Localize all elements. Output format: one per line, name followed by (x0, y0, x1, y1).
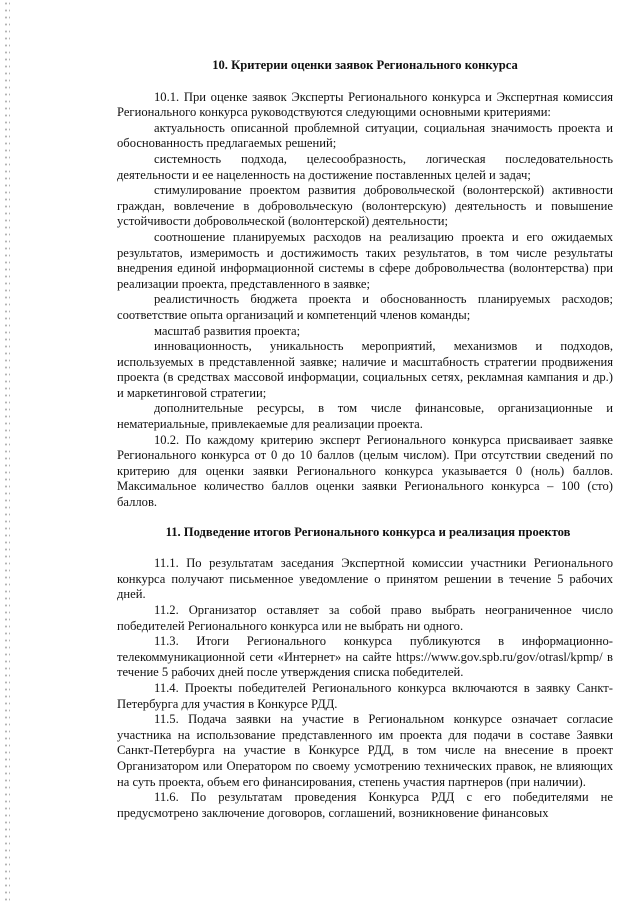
paragraph-11-6: 11.6. По результатам проведения Конкурса РДД с его победителями не предусмотрено заключение договоров, соглашений, возникновение финансовых (117, 790, 613, 820)
criterion-systematic: системность подхода, целесообразность, логическая последовательность деятельности и ее нацеленность на достижение поставленных целей и задач; (117, 151, 613, 182)
paragraph-10-2: 10.2. По каждому критерию эксперт Регионального конкурса присваивает заявке Регионального конкурса от 0 до 10 баллов (целым числом). При отсутствии сведений по критерию для оценки заявки Регионального конкурса указывается 0 (ноль) баллов. Максимальное количество баллов оценки заявки Регионального конкурса – 100 (сто) баллов. (117, 432, 613, 510)
paragraph-11-5: 11.5. Подача заявки на участие в Региональном конкурсе означает согласие участника на использование представленного им проекта для подачи в составе Заявки Санкт-Петербурга на участие в Конкурсе РДД, в том числе на внесение в проект Организатором или Оператором по своему усмотрению технических правок, не влияющих на суть проекта, объем его финансирования, степень участия партнеров (при наличии). (117, 712, 613, 789)
paragraph-10-1: 10.1. При оценке заявок Эксперты Регионального конкурса и Экспертная комиссия Регионального конкурса руководствуются следующими основными критериями: (117, 89, 613, 120)
criterion-budget: реалистичность бюджета проекта и обоснованность планируемых расходов; соответствие опыта организаций и компетенций членов команды; (117, 292, 613, 322)
section-11-body (117, 556, 613, 821)
section-10-body (117, 90, 613, 511)
criterion-innovation: инновационность, уникальность мероприятий, механизмов и подходов, используемых в представленной заявке; наличие и масштабность стратегии продвижения проекта (в средствах массовой информации, социальных сетях, рекламная кампания и др.) и маркетинговой стратегии; (117, 339, 613, 400)
document-page (117, 58, 613, 821)
criterion-scale: масштаб развития проекта; (154, 323, 301, 338)
paragraph-11-1: 11.1. По результатам заседания Экспертной комиссии участники Регионального конкурса получают письменное уведомление о принятом решении в течение 5 рабочих дней. (117, 556, 613, 602)
binding-edge (4, 0, 10, 905)
criterion-relevance: актуальность описанной проблемной ситуации, социальная значимость проекта и обоснованность предлагаемых решений; (117, 120, 613, 151)
paragraph-11-3: 11.3. Итоги Регионального конкурса публикуются в информационно-телекоммуникационной сети «Интернет» на сайте https://www.gov.spb.ru/gov/otrasl/kpmp/ в течение 5 рабочих дней после утверждения списка победителей. (117, 634, 613, 680)
paragraph-11-2: 11.2. Организатор оставляет за собой право выбрать неограниченное число победителей Регионального конкурса или не выбрать ни одного. (117, 603, 613, 633)
criterion-costs-results: соотношение планируемых расходов на реализацию проекта и его ожидаемых результатов, измеримость и достижимость таких результатов, в том числе результаты внедрения единой информационной системы в сфере добровольчества (волонтерства) при реализации проекта, представленного в заявке; (117, 229, 613, 291)
section-11-heading: 11. Подведение итогов Регионального конкурса и реализация проектов (165, 524, 571, 539)
section-10-heading: 10. Критерии оценки заявок Регионального конкурса (212, 58, 518, 72)
criterion-volunteering: стимулирование проектом развития добровольческой (волонтерской) активности граждан, вовлечение в добровольческую (волонтерскую) деятельность и повышение устойчивости добровольческой (волонтерской) деятельности; (117, 183, 613, 229)
criterion-resources: дополнительные ресурсы, в том числе финансовые, организационные и нематериальные, привлекаемые для реализации проекта. (117, 401, 613, 432)
paragraph-11-4: 11.4. Проекты победителей Регионального конкурса включаются в заявку Санкт-Петербурга для участия в Конкурсе РДД. (117, 680, 613, 711)
